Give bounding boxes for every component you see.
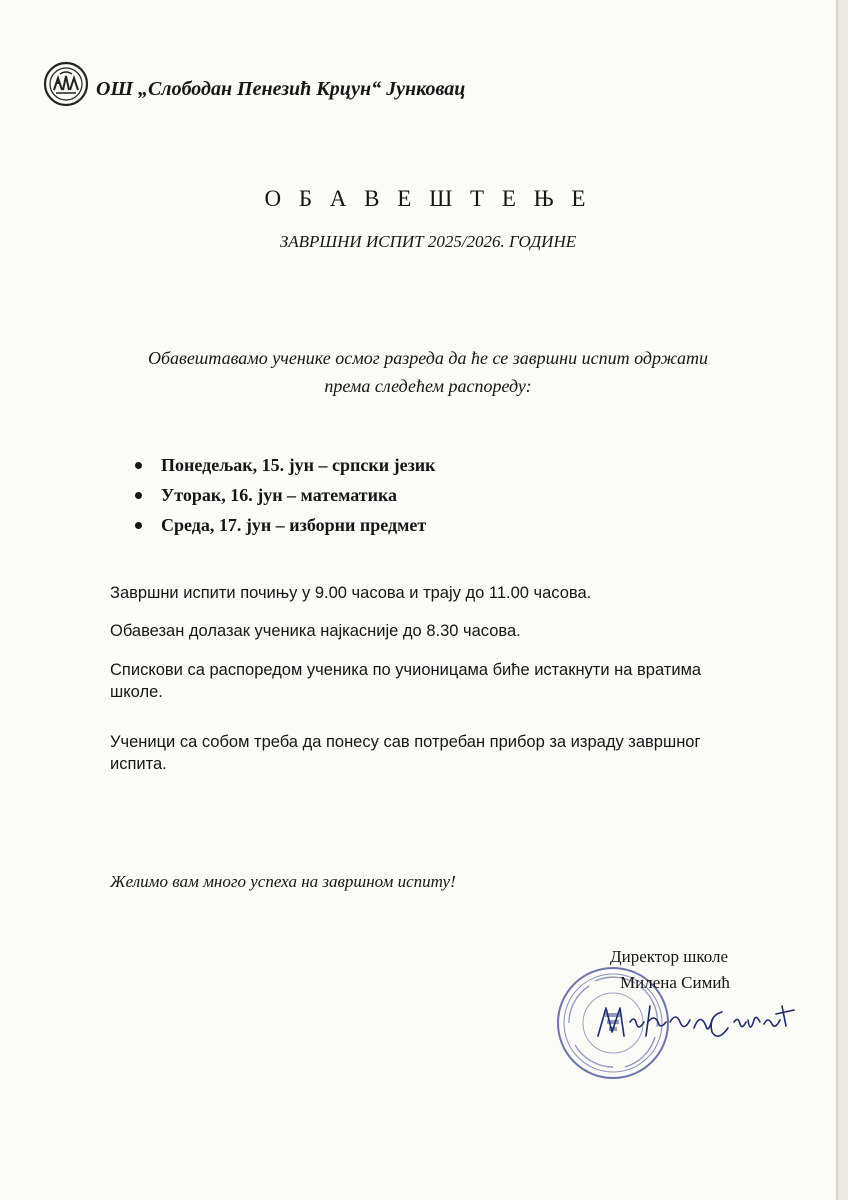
schedule-item [131, 512, 436, 538]
schedule-item-text: Уторак, 16. јун – математика [161, 485, 398, 505]
bullet-icon [135, 492, 142, 499]
arrival-paragraph: Обавезан долазак ученика најкасније до 8.30 часова. [110, 622, 521, 640]
closing-wish: Желимо вам много успеха на завршном испиту! [110, 872, 456, 891]
schedule-item-text: Понедељак, 15. јун – српски језик [161, 455, 436, 475]
bullet-icon [135, 522, 142, 529]
schedule-item-text: Среда, 17. јун – изборни предмет [161, 515, 427, 535]
document-title: О Б А В Е Ш Т Е Њ Е [264, 186, 592, 211]
director-title: Директор школе [610, 947, 729, 966]
director-name: Милена Симић [620, 973, 730, 992]
exam-schedule-list [131, 452, 436, 542]
school-name: ОШ „Слободан Пенезић Крцун“ Јунковац [96, 77, 466, 100]
intro-line: Обавештавамо ученике осмог разреда да ће се завршни испит одржати [147, 348, 709, 368]
schedule-item [131, 452, 436, 478]
supplies-paragraph: Ученици са собом треба да понесу сав потребан прибор за израду завршног испита. [110, 733, 701, 773]
document-subtitle: ЗАВРШНИ ИСПИТ 2025/2026. ГОДИНЕ [279, 232, 577, 251]
classroom-lists-paragraph: Спискови са распоредом ученика по учионицама биће истакнути на вратима школе. [110, 661, 702, 701]
exam-times-paragraph: Завршни испити почињу у 9.00 часова и трају до 11.00 часова. [110, 584, 592, 602]
document-header [42, 60, 465, 108]
handwritten-signature [590, 992, 805, 1052]
intro-line: према следећем распореду: [324, 376, 532, 396]
school-emblem-icon [42, 60, 90, 108]
bullet-icon [135, 462, 142, 469]
schedule-item [131, 482, 436, 508]
intro-text [0, 344, 848, 400]
